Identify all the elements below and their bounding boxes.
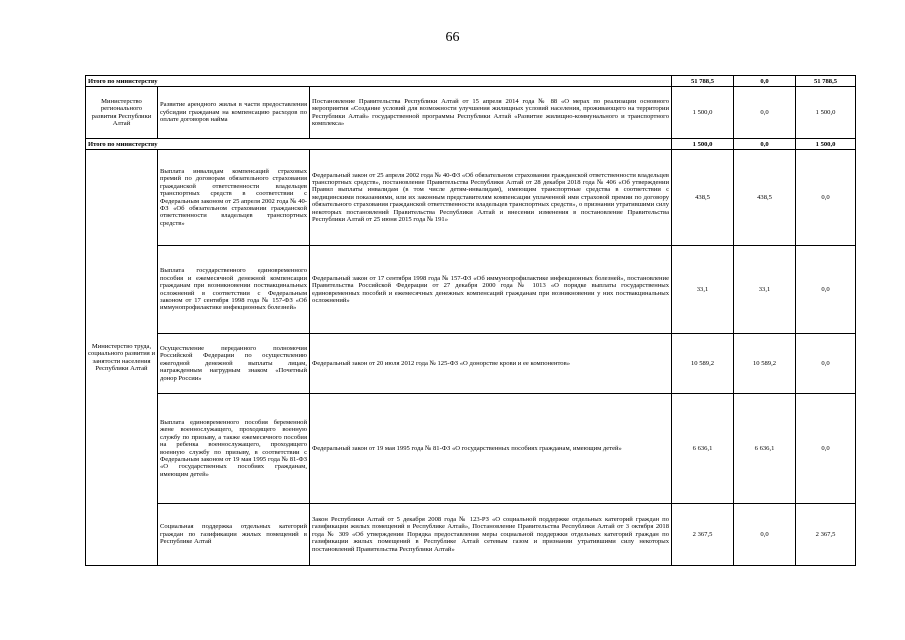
total-label: Итого по министерству [86,76,672,87]
amount-cell: 6 636,1 [672,394,734,504]
amount-cell: 0,0 [796,246,856,334]
amount-cell: 0,0 [796,334,856,394]
page-number: 66 [445,30,460,45]
ministry-name: Министерство труда, социального развития и занятости населения Республики Алтай [86,150,158,566]
amount-cell: 0,0 [796,150,856,246]
amount-cell: 33,1 [672,246,734,334]
legal-basis: Постановление Правительства Республики Алтай от 15 апреля 2014 года № 88 «О мерах по реализации основного мероприятия «Создание условий для возможности улучшения жилищных условий населения, проживающего на территории Республики Алтай» государственной программы Республики Алтай «Развитие жилищно-коммунального и транспортного комплекса» [310,87,672,139]
expense-description: Выплата единовременного пособия беременной жене военнослужащего, проходящего военную службу по призыву, а также ежемесячного пособия на ребенка военнослужащего, проходящего военную службу по призыву, в соответствии с Федеральным законом от 19 мая 1995 года № 81-ФЗ «О государственных пособиях гражданам, имеющим детей» [158,394,310,504]
total-label: Итого по министерству [86,139,672,150]
total-value: 1 500,0 [796,139,856,150]
table-row [86,150,856,246]
table-row [86,334,856,394]
total-row [86,139,856,150]
total-row [86,76,856,87]
legal-basis: Федеральный закон от 25 апреля 2002 года № 40-ФЗ «Об обязательном страховании гражданской ответственности владельцев транспортных средств», постановление Правительства Республики Алтай от 28 декабря 2018 года № 406 «Об утверждении Правил выплаты инвалидам (в том числе детям-инвалидам), имеющим транспортные средства в соответствии с медицинскими показаниями, или их законным представителям компенсации уплаченной ими страховой премии по договору обязательного страхования гражданской ответственности владельцев транспортных средств», о признании утратившими силу некоторых постановлений Правительства Республики Алтай и внесении изменения в постановление Правительства Республики Алтай от 25 июня 2015 года № 191» [310,150,672,246]
amount-cell: 1 500,0 [672,87,734,139]
table-row [86,246,856,334]
amount-cell: 438,5 [672,150,734,246]
amount-cell: 438,5 [734,150,796,246]
amount-cell: 10 589,2 [672,334,734,394]
amount-cell: 0,0 [796,394,856,504]
expense-description: Социальная поддержка отдельных категорий граждан по газификации жилых помещений в Республике Алтай [158,504,310,566]
ministry-name: Министерство регионального развития Республики Алтай [86,87,158,139]
amount-cell: 1 500,0 [796,87,856,139]
table-row [86,394,856,504]
total-value: 0,0 [734,139,796,150]
table-row [86,87,856,139]
expense-description: Осуществление переданного полномочия Российской Федерации по осуществлению ежегодной денежной выплаты лицам, награжденным нагрудным знаком «Почетный донор России» [158,334,310,394]
total-value: 51 788,5 [796,76,856,87]
amount-cell: 6 636,1 [734,394,796,504]
total-value: 1 500,0 [672,139,734,150]
amount-cell: 33,1 [734,246,796,334]
table-row [86,504,856,566]
total-value: 0,0 [734,76,796,87]
amount-cell: 2 367,5 [672,504,734,566]
legal-basis: Федеральный закон от 17 сентября 1998 года № 157-ФЗ «Об иммунопрофилактике инфекционных болезней», постановление Правительства Российской Федерации от 27 декабря 2000 года № 1013 «О порядке выплаты государственных единовременных пособий и ежемесячных денежных компенсаций гражданам при возникновении у них поствакцинальных осложнений» [310,246,672,334]
amount-cell: 0,0 [734,87,796,139]
budget-table [85,75,856,566]
amount-cell: 0,0 [734,504,796,566]
expense-description: Выплата инвалидам компенсаций страховых премий по договорам обязательного страхования гражданской ответственности владельцев транспортных средств в соответствии с Федеральным законом от 25 апреля 2002 года № 40-ФЗ «Об обязательном страховании гражданской ответственности владельцев транспортных средств» [158,150,310,246]
legal-basis: Федеральный закон от 20 июля 2012 года № 125-ФЗ «О донорстве крови и ее компонентов» [310,334,672,394]
total-value: 51 788,5 [672,76,734,87]
legal-basis: Закон Республики Алтай от 5 декабря 2008 года № 123-РЗ «О социальной поддержке отдельных категорий граждан по газификации жилых помещений в Республике Алтай», Постановление Правительства Республики Алтай от 3 октября 2018 года № 309 «Об утверждении Порядка предоставления меры социальной поддержки отдельных категорий граждан по газификации жилых помещений в Республике Алтай сетевым газом и признании утратившими силу некоторых постановлений Правительства Республики Алтай» [310,504,672,566]
legal-basis: Федеральный закон от 19 мая 1995 года № 81-ФЗ «О государственных пособиях гражданам, имеющим детей» [310,394,672,504]
expense-description: Выплата государственного единовременного пособия и ежемесячной денежной компенсации гражданам при возникновении поствакцинальных осложнений в соответствии с Федеральным законом от 17 сентября 1998 года № 157-ФЗ «Об иммунопрофилактике инфекционных болезней» [158,246,310,334]
amount-cell: 2 367,5 [796,504,856,566]
expense-description: Развитие арендного жилья в части предоставления субсидии гражданам на компенсацию расходов по оплате договоров найма [158,87,310,139]
amount-cell: 10 589,2 [734,334,796,394]
